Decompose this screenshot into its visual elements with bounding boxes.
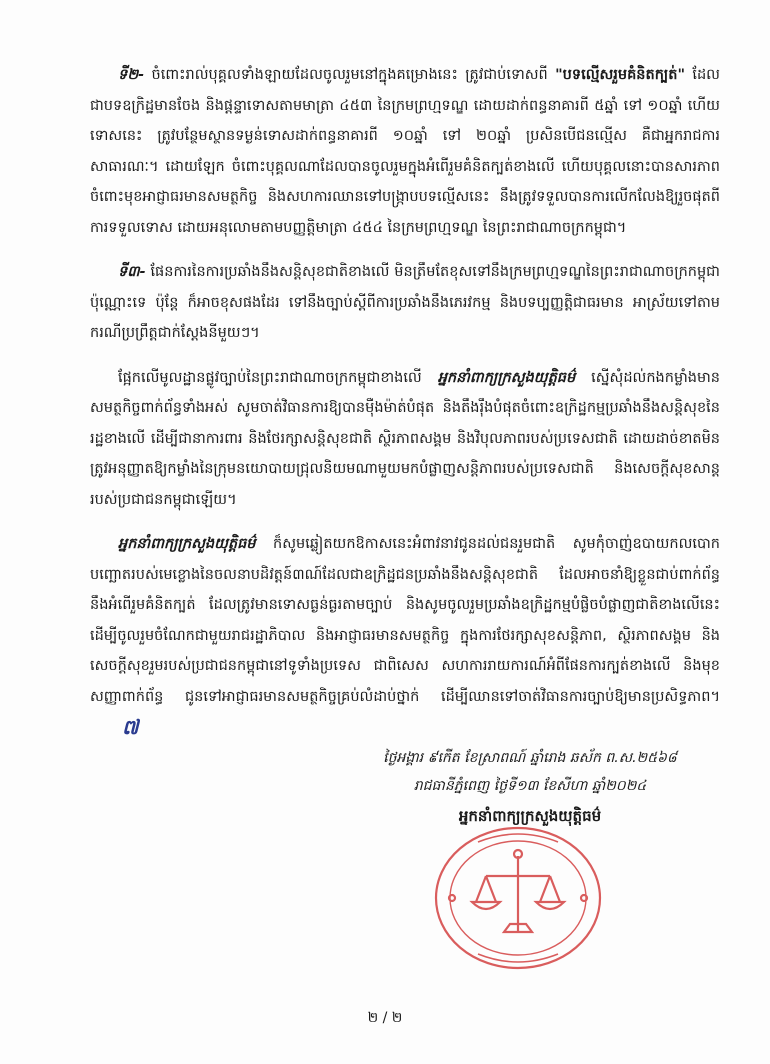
paragraph-appeal (90, 529, 720, 744)
handwritten-mark: ៧ (122, 715, 139, 739)
spokesperson-name: អ្នកនាំពាក្យក្រសួងយុត្តិធម៌ (118, 536, 256, 552)
document-body (90, 60, 720, 758)
paragraph-article-2 (90, 60, 720, 243)
paragraph-request (90, 363, 720, 516)
paragraph-text: ចំពោះរាល់បុគ្គលទាំងឡាយដែលចូលរួមនៅក្នុងគម្រោងនេះ ត្រូវជាប់ទោសពី (144, 67, 556, 83)
article-2-heading: ទី២- (118, 67, 145, 83)
offense-name: "បទល្មើសរួមគំនិតក្បត់" (555, 67, 686, 83)
date-signature-block (350, 744, 710, 830)
article-3-heading: ទី៣- (118, 264, 146, 280)
lunar-date: ថ្ងៃអង្គារ ៩កើត ខែស្រាពណ៍ ឆ្នាំរោង ឆស័ក ព.ស.២៥៦៨ (383, 750, 677, 766)
official-seal-stamp (428, 820, 608, 970)
paragraph-text: ក៏សូមឆ្លៀតយកឱកាសនេះអំពាវនាវជូនដល់ជនរួមជាតិ សូមកុំចាញ់ឧបាយកលបោកបញ្ឆោតរបស់មេខ្លោងនៃចលនាបដិវត្តន៍៣ណ៍ដែលជាឧក្រិដ្ឋជនប្រឆាំងនឹងសន្តិសុខជាតិ ដែលអាចនាំឱ្យខ្លួនជាប់ពាក់ព័ន្ធនឹងអំពើរួមគំនិតក្បត់ ដែលត្រូវមានទោសធ្ងន់ធ្ងរតាមច្បាប់ និងសូមចូលរួមប្រឆាំងឧក្រិដ្ឋកម្មបំផ្លិចបំផ្លាញជាតិខាងលើនេះ ដើម្បីចូលរួមចំណែកជាមួយរាជរដ្ឋាភិបាល និងអាជ្ញាធរមានសមត្ថកិច្ច ក្នុងការថែរក្សាសុខសន្តិភាព, ស្ថិរភាពសង្គម និងសេចក្តីសុខរួមរបស់ប្រជាជនកម្ពុជានៅទូទាំងប្រទេស ជាពិសេស សហការរាយការណ៍អំពីផែនការក្បត់ខាងលើ និងមុខសញ្ញាពាក់ព័ន្ធ ជូនទៅអាជ្ញាធរមានសមត្ថកិច្ចគ្រប់លំដាប់ថ្នាក់ ដើម្បីឈានទៅចាត់វិធានការច្បាប់ឱ្យមានប្រសិទ្ធភាព។ (90, 536, 720, 705)
paragraph-article-3 (90, 257, 720, 349)
paragraph-text: ផែនការនៃការប្រឆាំងនឹងសន្តិសុខជាតិខាងលើ មិនត្រឹមតែខុសទៅនឹងក្រមព្រហ្មទណ្ឌនៃព្រះរាជាណាចក្រកម្ពុជាប៉ុណ្ណោះទេ ប៉ុន្តែ ក៏អាចខុសផងដែរ ទៅនឹងច្បាប់ស្តីពីការប្រឆាំងនឹងភេរវកម្ម និងបទប្បញ្ញត្តិជាធរមាន អាស្រ័យទៅតាមករណីប្រព្រឹត្តជាក់ស្តែងនីមួយៗ។ (90, 264, 720, 341)
signer-title: អ្នកនាំពាក្យក្រសួងយុត្តិធម៌ (458, 807, 602, 825)
solar-date-place: រាជធានីភ្នំពេញ ថ្ងៃទី១៣ ខែសីហា ឆ្នាំ២០២៤ (413, 778, 647, 794)
page-number: ២ / ២ (367, 1010, 403, 1026)
paragraph-text: ដែលជាបទឧក្រិដ្ឋមានចែង និងផ្តន្ទាទោសតាមមាត្រា ៤៥៣ នៃក្រមព្រហ្មទណ្ឌ ដោយដាក់ពន្ធនាគារពី ៥ឆ្នាំ ទៅ ១០ឆ្នាំ ហើយទោសនេះ ត្រូវបន្ថែមស្ថានទម្ងន់ទោសដាក់ពន្ធនាគារពី ១០ឆ្នាំ ទៅ ២០ឆ្នាំ ប្រសិនបើជនល្មើស គឺជាអ្នករាជការសាធារណៈ។ ដោយឡែក ចំពោះបុគ្គលណាដែលបានចូលរួមក្នុងអំពើរួមគំនិតក្បត់ខាងលើ ហើយបុគ្គលនោះបានសារភាពចំពោះមុខអាជ្ញាធរមានសមត្ថកិច្ច និងសហការឈានទៅបង្ក្រាបបទល្មើសនេះ នឹងត្រូវទទួលបានការលើកលែងឱ្យរួចផុតពីការទទួលទោស ដោយអនុលោមតាមបញ្ញត្តិមាត្រា ៤៥៤ នៃក្រមព្រហ្មទណ្ឌ នៃព្រះរាជាណាចក្រកម្ពុជា។ (90, 67, 720, 236)
paragraph-text: ស្នើសុំដល់កងកម្លាំងមានសមត្ថកិច្ចពាក់ព័ន្ធទាំងអស់ សូមចាត់វិធានការឱ្យបានម៉ឺងម៉ាត់បំផុត និងតឹងរ៉ឹងបំផុតចំពោះឧក្រិដ្ឋកម្មប្រឆាំងនឹងសន្តិសុខនៃរដ្ឋខាងលើ ដើម្បីជានាការពារ និងថែរក្សាសន្តិសុខជាតិ ស្ថិរភាពសង្គម និងវិបុលភាពរបស់ប្រទេសជាតិ ដោយដាច់ខាតមិនត្រូវអនុញ្ញាតឱ្យកម្លាំងនៃក្រុមនយោបាយជ្រុលនិយមណាមួយមកបំផ្លាញសន្តិភាពរបស់ប្រទេសជាតិ និងសេចក្តីសុខសាន្តរបស់ប្រជាជនកម្ពុជាឡើយ។ (90, 369, 720, 508)
paragraph-text: ផ្អែកលើមូលដ្ឋានផ្លូវច្បាប់នៃព្រះរាជាណាចក្រកម្ពុជាខាងលើ (118, 369, 438, 386)
spokesperson-name: អ្នកនាំពាក្យក្រសួងយុត្តិធម៌ (437, 369, 576, 386)
